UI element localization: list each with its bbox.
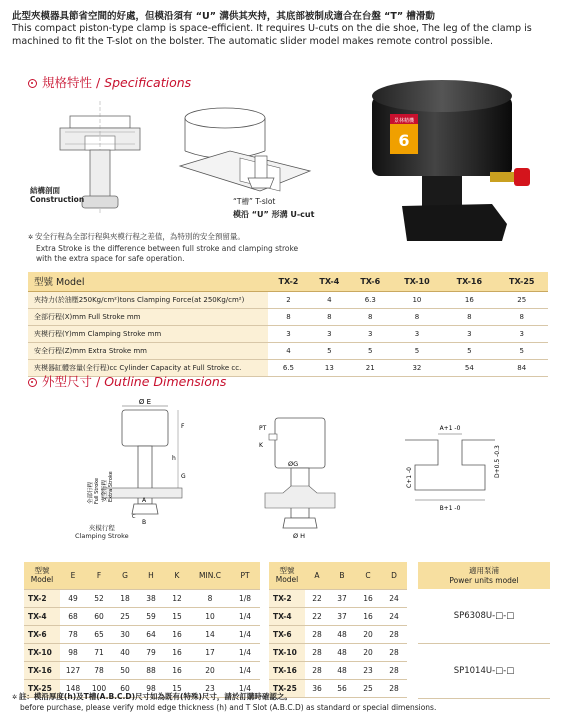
dimensions-table bbox=[24, 562, 260, 698]
table-row: TX-2 22 37 16 24 bbox=[269, 589, 407, 607]
power-unit-model-1: SP6308U-□-□ bbox=[418, 589, 550, 644]
svg-text:Extra Stroke: Extra Stroke bbox=[108, 471, 114, 502]
table-row: 夾持力(於油壓250Kg/cm²)tons Clamping Force(at 250Kg/cm²) 2 4 6.3 10 16 25 bbox=[28, 291, 548, 308]
product-brand-label: 景林精機 bbox=[393, 118, 415, 124]
table-row: TX-16 127 78 50 88 16 20 1/4 bbox=[24, 661, 260, 679]
svg-text:A: A bbox=[142, 497, 147, 504]
svg-text:Ø E: Ø E bbox=[138, 398, 152, 406]
product-photo bbox=[362, 76, 552, 246]
spec-table bbox=[28, 272, 548, 377]
tslot-table bbox=[269, 562, 407, 698]
clamping-stroke-label: 夾模行程 Clamping Stroke bbox=[75, 524, 129, 540]
asterisk-icon: ✲ bbox=[12, 694, 19, 701]
table-row: TX-4 68 60 25 59 15 10 1/4 bbox=[24, 607, 260, 625]
svg-text:B+1 -0: B+1 -0 bbox=[439, 505, 461, 512]
table-row: TX-10 28 48 20 28 bbox=[269, 643, 407, 661]
outline-drawing-side bbox=[255, 398, 345, 548]
svg-text:C: C bbox=[132, 514, 136, 520]
svg-text:F: F bbox=[181, 423, 185, 430]
ucut-label: 模沿 “U” 形溝 U-cut bbox=[233, 210, 315, 219]
bullet-icon bbox=[28, 79, 37, 88]
ucut-drawing bbox=[170, 96, 320, 206]
svg-text:B: B bbox=[142, 519, 147, 526]
table-row: TX-2 49 52 18 38 12 8 1/8 bbox=[24, 589, 260, 607]
svg-text:C+1 -0: C+1 -0 bbox=[406, 467, 413, 488]
construction-caption: 結構剖面 Construction bbox=[30, 186, 85, 204]
svg-text:h: h bbox=[172, 455, 176, 462]
svg-text:Ø H: Ø H bbox=[293, 532, 306, 540]
asterisk-icon: ✲ bbox=[28, 234, 35, 241]
power-unit-model-2: SP1014U-□-□ bbox=[418, 644, 550, 699]
table-row: 全部行程(X)mm Full Stroke mm 8 8 8 8 8 8 bbox=[28, 308, 548, 325]
table-row: 夾模行程(Y)mm Clamping Stroke mm 3 3 3 3 3 3 bbox=[28, 325, 548, 342]
intro-english: This compact piston-type clamp is space-efficient. It requires U-cuts on the die shoe, The leg of the clamp is machined to fit the T-slot on the bolster. The automatic slider model makes remote control possible. bbox=[12, 23, 532, 47]
power-unit-header: 適用泵浦 Power units model bbox=[418, 562, 550, 589]
table-row: TX-6 28 48 20 28 bbox=[269, 625, 407, 643]
dim-header-row: 型號 Model E F G H K MIN.C PT bbox=[24, 562, 260, 589]
table-row: 夾模器缸體容量(全行程)cc Cylinder Capacity at Full Stroke cc. 6.5 13 21 32 54 84 bbox=[28, 359, 548, 376]
footnote: ✲ 註：模沿厚度(h)及T槽(A.B.C.D)尺寸如為既有(特殊)尺寸，請於訂購時確認之。 before purchase, please verify mold edge thickness (h) and T Slot (A.B.C.D) as standard or special dimensions. bbox=[12, 692, 437, 712]
svg-text:ØG: ØG bbox=[288, 460, 299, 468]
specifications-heading: 規格特性 / Specifications bbox=[28, 73, 191, 91]
svg-text:全部行程: 全部行程 bbox=[88, 481, 94, 504]
product-model-label: 6 bbox=[398, 131, 410, 150]
table-row: TX-4 22 37 16 24 bbox=[269, 607, 407, 625]
svg-text:K: K bbox=[259, 442, 263, 449]
table-row: TX-25 36 56 25 28 bbox=[269, 679, 407, 697]
table-row: TX-25 148 100 60 98 15 23 1/4 bbox=[24, 679, 260, 697]
outline-drawing-front bbox=[60, 398, 210, 543]
bullet-icon bbox=[28, 378, 37, 387]
table-row: TX-6 78 65 30 64 16 14 1/4 bbox=[24, 625, 260, 643]
tslot-label: “T槽” T-slot bbox=[233, 197, 276, 206]
intro-chinese: 此型夾模器具節省空間的好處，但模沿須有 “U” 溝供其夾持，其底部被制成適合在台盤 “T” 槽滑動 bbox=[12, 11, 435, 22]
table-row: TX-10 98 71 40 79 16 17 1/4 bbox=[24, 643, 260, 661]
svg-text:Full Stroke: Full Stroke bbox=[94, 477, 100, 504]
table-row: TX-16 28 48 23 28 bbox=[269, 661, 407, 679]
svg-text:G: G bbox=[181, 473, 186, 480]
svg-text:A+1 -0: A+1 -0 bbox=[439, 425, 461, 432]
outline-heading: 外型尺寸 / Outline Dimensions bbox=[28, 372, 226, 390]
tslot-drawing bbox=[395, 420, 505, 530]
svg-text:D+0.5 -0.3: D+0.5 -0.3 bbox=[494, 445, 501, 478]
power-unit-table bbox=[418, 562, 550, 699]
safety-note: ✲ 安全行程為全部行程與夾模行程之差值，為特別的安全預留量。 Extra Stroke is the difference between full stroke and clamping stroke with the extra space for safe operation. bbox=[28, 232, 299, 263]
slot-header-row: 型號 Model A B C D bbox=[269, 562, 407, 589]
svg-text:安全行程: 安全行程 bbox=[102, 479, 108, 502]
table-row: 安全行程(Z)mm Extra Stroke mm 4 5 5 5 5 5 bbox=[28, 342, 548, 359]
spec-header-row: 型號 Model TX-2 TX-4 TX-6 TX-10 TX-16 TX-25 bbox=[28, 272, 548, 291]
svg-text:PT: PT bbox=[259, 425, 267, 432]
